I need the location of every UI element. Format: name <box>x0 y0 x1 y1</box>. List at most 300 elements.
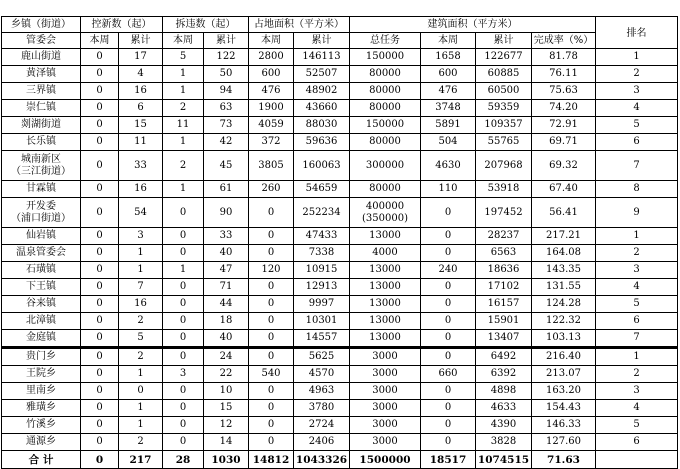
rank: 2 <box>596 66 678 83</box>
chaiwei-cum: 71 <box>204 279 249 296</box>
region-name: 鹿山街道 <box>2 49 81 66</box>
region-name: 甘霖镇 <box>2 181 81 198</box>
table-row <box>2 279 678 296</box>
chaiwei-week: 0 <box>163 313 204 330</box>
region-name: 谷来镇 <box>2 296 81 313</box>
tanxin-week: 0 <box>81 117 119 134</box>
table-row <box>2 296 678 313</box>
jianzhu-week: 476 <box>421 83 476 100</box>
header-chaiwei-cum: 累计 <box>204 33 249 49</box>
chaiwei-cum: 45 <box>204 151 249 181</box>
region-name: 开发委 （浦口街道） <box>2 198 81 228</box>
rank: 1 <box>596 49 678 66</box>
jianzhu-cum: 3828 <box>476 434 532 451</box>
completion-rate: 103.13 <box>532 330 596 348</box>
table-row <box>2 134 678 151</box>
zhandi-week: 0 <box>249 330 294 348</box>
chaiwei-cum: 12 <box>204 417 249 434</box>
zhandi-cum: 59636 <box>294 134 350 151</box>
jianzhu-cum: 18636 <box>476 262 532 279</box>
chaiwei-cum: 40 <box>204 245 249 262</box>
tanxin-cum: 6 <box>119 100 163 117</box>
header-tanxin: 控新数（起） <box>81 17 163 33</box>
total-task: 150000 <box>350 117 421 134</box>
chaiwei-week: 0 <box>163 296 204 313</box>
tanxin-week: 0 <box>81 383 119 400</box>
chaiwei-week: 1 <box>163 262 204 279</box>
zhandi-week: 3805 <box>249 151 294 181</box>
tanxin-week: 0 <box>81 296 119 313</box>
total-task: 3000 <box>350 434 421 451</box>
completion-rate: 146.33 <box>532 417 596 434</box>
table-row <box>2 366 678 383</box>
jianzhu-week: 240 <box>421 262 476 279</box>
chaiwei-cum: 122 <box>204 49 249 66</box>
chaiwei-week: 0 <box>163 400 204 417</box>
jianzhu-week: 0 <box>421 279 476 296</box>
total-task: 13000 <box>350 330 421 348</box>
rank: 6 <box>596 313 678 330</box>
tanxin-cum: 1 <box>119 400 163 417</box>
tanxin-cum: 16 <box>119 181 163 198</box>
jianzhu-cum: 59359 <box>476 100 532 117</box>
zhandi-week: 0 <box>249 313 294 330</box>
completion-rate: 75.63 <box>532 83 596 100</box>
zhandi-cum: 43660 <box>294 100 350 117</box>
table-row <box>2 262 678 279</box>
tanxin-week: 0 <box>81 49 119 66</box>
total-zhandi-week: 14812 <box>249 451 294 469</box>
jianzhu-week: 0 <box>421 383 476 400</box>
header-chaiwei-week: 本周 <box>163 33 204 49</box>
header-chaiwei: 拆违数（起） <box>163 17 249 33</box>
zhandi-week: 0 <box>249 417 294 434</box>
rank: 6 <box>596 134 678 151</box>
region-name: 雅璜乡 <box>2 400 81 417</box>
total-completion-rate: 71.63 <box>532 451 596 469</box>
completion-rate: 213.07 <box>532 366 596 383</box>
header-tanxin-week: 本周 <box>81 33 119 49</box>
total-jianzhu-week: 18517 <box>421 451 476 469</box>
chaiwei-week: 0 <box>163 198 204 228</box>
zhandi-cum: 4570 <box>294 366 350 383</box>
chaiwei-week: 2 <box>163 151 204 181</box>
tanxin-cum: 1 <box>119 262 163 279</box>
chaiwei-cum: 22 <box>204 366 249 383</box>
tanxin-week: 0 <box>81 198 119 228</box>
header-completion: 完成率（%） <box>532 33 596 49</box>
jianzhu-week: 4630 <box>421 151 476 181</box>
table-row <box>2 198 678 228</box>
jianzhu-cum: 15901 <box>476 313 532 330</box>
chaiwei-cum: 24 <box>204 348 249 366</box>
header-jianzhu-week: 本周 <box>421 33 476 49</box>
jianzhu-cum: 4633 <box>476 400 532 417</box>
table-row <box>2 181 678 198</box>
header-tanxin-cum: 累计 <box>119 33 163 49</box>
table-row <box>2 400 678 417</box>
chaiwei-cum: 40 <box>204 330 249 348</box>
completion-rate: 67.40 <box>532 181 596 198</box>
rank: 4 <box>596 100 678 117</box>
region-name: 三界镇 <box>2 83 81 100</box>
jianzhu-cum: 60885 <box>476 66 532 83</box>
tanxin-week: 0 <box>81 400 119 417</box>
jianzhu-cum: 16157 <box>476 296 532 313</box>
rank: 7 <box>596 330 678 348</box>
jianzhu-cum: 55765 <box>476 134 532 151</box>
total-region-name: 合 计 <box>2 451 81 469</box>
zhandi-week: 120 <box>249 262 294 279</box>
completion-rate: 76.11 <box>532 66 596 83</box>
rank: 1 <box>596 348 678 366</box>
total-task: 13000 <box>350 296 421 313</box>
zhandi-cum: 14557 <box>294 330 350 348</box>
table-row <box>2 434 678 451</box>
header-jianzhu-cum: 累计 <box>476 33 532 49</box>
total-task: 150000 <box>350 49 421 66</box>
region-name: 黄泽镇 <box>2 66 81 83</box>
zhandi-cum: 88030 <box>294 117 350 134</box>
jianzhu-cum: 53918 <box>476 181 532 198</box>
header-rank: 排名 <box>596 17 678 49</box>
jianzhu-week: 0 <box>421 434 476 451</box>
chaiwei-week: 0 <box>163 245 204 262</box>
completion-rate: 127.60 <box>532 434 596 451</box>
jianzhu-week: 0 <box>421 330 476 348</box>
tanxin-cum: 2 <box>119 348 163 366</box>
tanxin-cum: 15 <box>119 117 163 134</box>
tanxin-cum: 16 <box>119 296 163 313</box>
jianzhu-week: 5891 <box>421 117 476 134</box>
zhandi-cum: 2724 <box>294 417 350 434</box>
completion-rate: 164.08 <box>532 245 596 262</box>
jianzhu-cum: 6392 <box>476 366 532 383</box>
chaiwei-cum: 50 <box>204 66 249 83</box>
table-row <box>2 83 678 100</box>
region-name: 里南乡 <box>2 383 81 400</box>
region-name: 竹溪乡 <box>2 417 81 434</box>
zhandi-cum: 2406 <box>294 434 350 451</box>
zhandi-cum: 3780 <box>294 400 350 417</box>
zhandi-week: 600 <box>249 66 294 83</box>
zhandi-cum: 5625 <box>294 348 350 366</box>
tanxin-cum: 0 <box>119 383 163 400</box>
jianzhu-cum: 28237 <box>476 228 532 245</box>
jianzhu-cum: 109357 <box>476 117 532 134</box>
region-name: 下王镇 <box>2 279 81 296</box>
total-task: 3000 <box>350 383 421 400</box>
tanxin-week: 0 <box>81 228 119 245</box>
region-name: 王院乡 <box>2 366 81 383</box>
jianzhu-week: 0 <box>421 348 476 366</box>
chaiwei-cum: 90 <box>204 198 249 228</box>
jianzhu-week: 3748 <box>421 100 476 117</box>
rank: 7 <box>596 151 678 181</box>
zhandi-cum: 54659 <box>294 181 350 198</box>
total-task: 3000 <box>350 417 421 434</box>
total-row <box>2 451 678 469</box>
chaiwei-cum: 10 <box>204 383 249 400</box>
jianzhu-week: 0 <box>421 198 476 228</box>
total-task: 13000 <box>350 313 421 330</box>
region-name: 长乐镇 <box>2 134 81 151</box>
total-chaiwei-week: 28 <box>163 451 204 469</box>
region-name: 剡湖街道 <box>2 117 81 134</box>
header-zhandi-week: 本周 <box>249 33 294 49</box>
tanxin-cum: 11 <box>119 134 163 151</box>
zhandi-cum: 47433 <box>294 228 350 245</box>
tanxin-cum: 2 <box>119 313 163 330</box>
table-row <box>2 348 678 366</box>
zhandi-cum: 48902 <box>294 83 350 100</box>
jianzhu-week: 1658 <box>421 49 476 66</box>
chaiwei-cum: 15 <box>204 400 249 417</box>
jianzhu-week: 0 <box>421 228 476 245</box>
chaiwei-cum: 14 <box>204 434 249 451</box>
rank: 9 <box>596 198 678 228</box>
jianzhu-cum: 60500 <box>476 83 532 100</box>
completion-rate: 143.35 <box>532 262 596 279</box>
tanxin-week: 0 <box>81 279 119 296</box>
zhandi-cum: 10915 <box>294 262 350 279</box>
jianzhu-cum: 207968 <box>476 151 532 181</box>
jianzhu-cum: 13407 <box>476 330 532 348</box>
region-name: 崇仁镇 <box>2 100 81 117</box>
region-name: 仙岩镇 <box>2 228 81 245</box>
tanxin-cum: 3 <box>119 228 163 245</box>
zhandi-week: 0 <box>249 434 294 451</box>
total-task: 80000 <box>350 100 421 117</box>
chaiwei-week: 1 <box>163 66 204 83</box>
rank: 5 <box>596 417 678 434</box>
completion-rate: 81.78 <box>532 49 596 66</box>
completion-rate: 72.91 <box>532 117 596 134</box>
chaiwei-week: 0 <box>163 330 204 348</box>
zhandi-week: 0 <box>249 279 294 296</box>
tanxin-cum: 54 <box>119 198 163 228</box>
header-region: 乡镇（街道） <box>2 17 81 33</box>
tanxin-week: 0 <box>81 134 119 151</box>
jianzhu-cum: 6563 <box>476 245 532 262</box>
rank: 3 <box>596 383 678 400</box>
jianzhu-week: 110 <box>421 181 476 198</box>
chaiwei-week: 1 <box>163 134 204 151</box>
completion-rate: 56.41 <box>532 198 596 228</box>
tanxin-cum: 16 <box>119 83 163 100</box>
tanxin-cum: 1 <box>119 245 163 262</box>
tanxin-week: 0 <box>81 151 119 181</box>
chaiwei-cum: 63 <box>204 100 249 117</box>
rank: 5 <box>596 296 678 313</box>
completion-rate: 163.20 <box>532 383 596 400</box>
rank: 3 <box>596 83 678 100</box>
zhandi-week: 0 <box>249 296 294 313</box>
zhandi-week: 0 <box>249 348 294 366</box>
total-task: 13000 <box>350 228 421 245</box>
chaiwei-cum: 47 <box>204 262 249 279</box>
tanxin-week: 0 <box>81 245 119 262</box>
completion-rate: 74.20 <box>532 100 596 117</box>
zhandi-week: 0 <box>249 228 294 245</box>
jianzhu-week: 0 <box>421 417 476 434</box>
chaiwei-cum: 18 <box>204 313 249 330</box>
table-row <box>2 228 678 245</box>
chaiwei-week: 0 <box>163 417 204 434</box>
rank: 4 <box>596 279 678 296</box>
tanxin-cum: 1 <box>119 366 163 383</box>
jianzhu-week: 504 <box>421 134 476 151</box>
tanxin-cum: 5 <box>119 330 163 348</box>
region-name: 温泉管委会 <box>2 245 81 262</box>
tanxin-week: 0 <box>81 262 119 279</box>
chaiwei-cum: 33 <box>204 228 249 245</box>
chaiwei-week: 2 <box>163 100 204 117</box>
total-task: 3000 <box>350 400 421 417</box>
tanxin-week: 0 <box>81 100 119 117</box>
jianzhu-week: 600 <box>421 66 476 83</box>
tanxin-cum: 1 <box>119 417 163 434</box>
completion-rate: 216.40 <box>532 348 596 366</box>
zhandi-week: 2800 <box>249 49 294 66</box>
completion-rate: 131.55 <box>532 279 596 296</box>
region-name: 贵门乡 <box>2 348 81 366</box>
chaiwei-week: 0 <box>163 383 204 400</box>
total-task: 3000 <box>350 348 421 366</box>
total-zhandi-cum: 1043326 <box>294 451 350 469</box>
chaiwei-week: 1 <box>163 181 204 198</box>
completion-rate: 122.32 <box>532 313 596 330</box>
total-task: 4000 <box>350 245 421 262</box>
zhandi-cum: 7338 <box>294 245 350 262</box>
jianzhu-cum: 4898 <box>476 383 532 400</box>
zhandi-cum: 252234 <box>294 198 350 228</box>
completion-rate: 69.32 <box>532 151 596 181</box>
total-task: 13000 <box>350 279 421 296</box>
tanxin-week: 0 <box>81 348 119 366</box>
header-jianzhu: 建筑面积（平方米） <box>350 17 596 33</box>
zhandi-cum: 160063 <box>294 151 350 181</box>
region-name: 金庭镇 <box>2 330 81 348</box>
zhandi-week: 4059 <box>249 117 294 134</box>
weekly-statistics-table <box>1 16 678 469</box>
zhandi-week: 1900 <box>249 100 294 117</box>
region-name: 石璜镇 <box>2 262 81 279</box>
jianzhu-cum: 122677 <box>476 49 532 66</box>
header-zhandi-cum: 累计 <box>294 33 350 49</box>
rank: 3 <box>596 262 678 279</box>
tanxin-cum: 2 <box>119 434 163 451</box>
zhandi-cum: 146113 <box>294 49 350 66</box>
zhandi-week: 372 <box>249 134 294 151</box>
total-task: 80000 <box>350 181 421 198</box>
jianzhu-cum: 197452 <box>476 198 532 228</box>
total-total-task: 1500000 <box>350 451 421 469</box>
jianzhu-week: 660 <box>421 366 476 383</box>
tanxin-week: 0 <box>81 313 119 330</box>
total-tanxin-week: 0 <box>81 451 119 469</box>
table-row <box>2 151 678 181</box>
zhandi-week: 0 <box>249 383 294 400</box>
chaiwei-week: 0 <box>163 228 204 245</box>
total-jianzhu-cum: 1074515 <box>476 451 532 469</box>
jianzhu-week: 0 <box>421 400 476 417</box>
rank: 4 <box>596 400 678 417</box>
total-task: 80000 <box>350 66 421 83</box>
total-chaiwei-cum: 1030 <box>204 451 249 469</box>
table-row <box>2 66 678 83</box>
total-task: 80000 <box>350 134 421 151</box>
completion-rate: 124.28 <box>532 296 596 313</box>
tanxin-cum: 4 <box>119 66 163 83</box>
jianzhu-cum: 4390 <box>476 417 532 434</box>
rank: 1 <box>596 228 678 245</box>
rank: 2 <box>596 366 678 383</box>
chaiwei-week: 5 <box>163 49 204 66</box>
zhandi-cum: 10301 <box>294 313 350 330</box>
total-task: 3000 <box>350 366 421 383</box>
header-zhandi: 占地面积（平方米） <box>249 17 350 33</box>
tanxin-week: 0 <box>81 434 119 451</box>
rank: 8 <box>596 181 678 198</box>
tanxin-week: 0 <box>81 181 119 198</box>
chaiwei-cum: 94 <box>204 83 249 100</box>
table-row <box>2 417 678 434</box>
total-task: 80000 <box>350 83 421 100</box>
chaiwei-cum: 61 <box>204 181 249 198</box>
jianzhu-week: 0 <box>421 313 476 330</box>
zhandi-week: 0 <box>249 198 294 228</box>
header-total-task: 总任务 <box>350 33 421 49</box>
completion-rate: 217.21 <box>532 228 596 245</box>
tanxin-week: 0 <box>81 330 119 348</box>
tanxin-cum: 33 <box>119 151 163 181</box>
header-region-sub: 管委会 <box>2 33 81 49</box>
table-row <box>2 330 678 348</box>
chaiwei-week: 11 <box>163 117 204 134</box>
jianzhu-cum: 17102 <box>476 279 532 296</box>
rank: 5 <box>596 117 678 134</box>
jianzhu-week: 0 <box>421 296 476 313</box>
chaiwei-week: 1 <box>163 83 204 100</box>
chaiwei-cum: 44 <box>204 296 249 313</box>
jianzhu-cum: 6492 <box>476 348 532 366</box>
chaiwei-week: 0 <box>163 279 204 296</box>
tanxin-week: 0 <box>81 417 119 434</box>
zhandi-cum: 12913 <box>294 279 350 296</box>
tanxin-week: 0 <box>81 366 119 383</box>
zhandi-week: 476 <box>249 83 294 100</box>
table-row <box>2 313 678 330</box>
total-task: 13000 <box>350 262 421 279</box>
chaiwei-cum: 73 <box>204 117 249 134</box>
table-row <box>2 117 678 134</box>
completion-rate: 69.71 <box>532 134 596 151</box>
table-row <box>2 383 678 400</box>
total-task: 400000 (350000) <box>350 198 421 228</box>
chaiwei-week: 0 <box>163 348 204 366</box>
rank: 2 <box>596 245 678 262</box>
chaiwei-week: 0 <box>163 434 204 451</box>
zhandi-week: 0 <box>249 245 294 262</box>
zhandi-week: 0 <box>249 400 294 417</box>
table-row <box>2 245 678 262</box>
tanxin-cum: 7 <box>119 279 163 296</box>
rank: 6 <box>596 434 678 451</box>
total-rank <box>596 451 678 469</box>
zhandi-cum: 4963 <box>294 383 350 400</box>
region-name: 城南新区 （三江街道） <box>2 151 81 181</box>
